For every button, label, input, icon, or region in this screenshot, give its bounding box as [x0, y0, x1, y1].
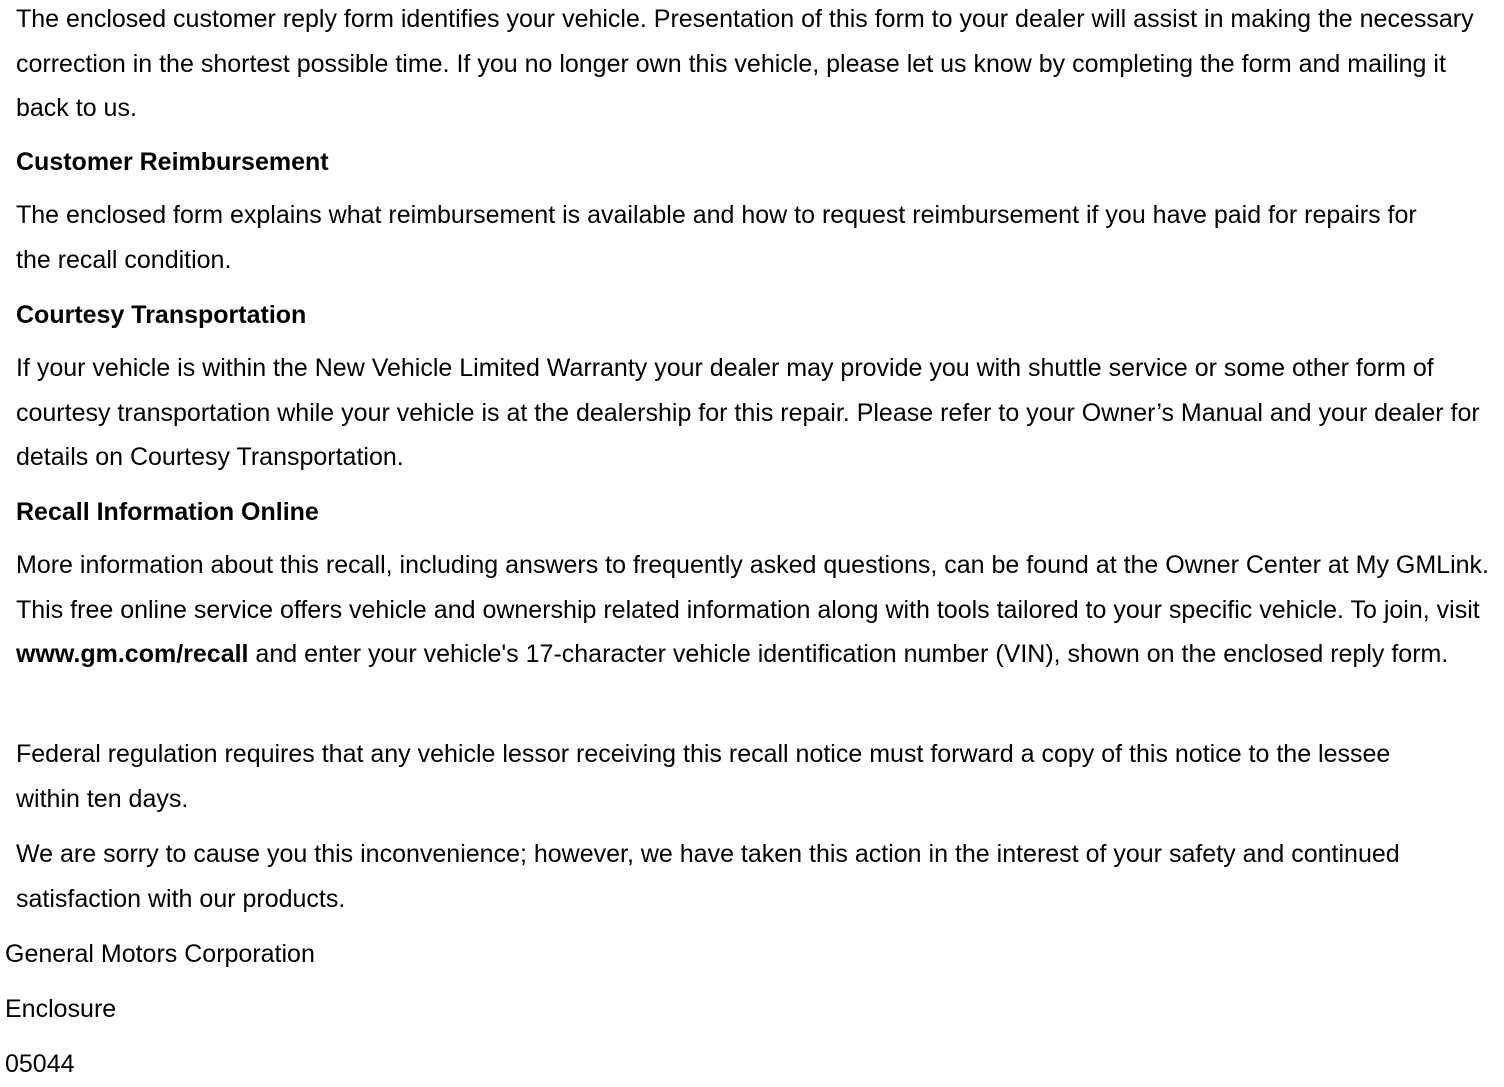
reimbursement-paragraph: The enclosed form explains what reimbursement is available and how to request reimbursement if you have paid for repairs for the recall condition.	[16, 201, 1417, 274]
recall-website-link[interactable]: www.gm.com/recall	[16, 640, 249, 668]
apology-paragraph: We are sorry to cause you this inconvenience; however, we have taken this action in the interest of your safety and continued satisfaction with our products.	[16, 840, 1400, 913]
heading-customer-reimbursement: Customer Reimbursement	[16, 148, 329, 176]
online-paragraph-text-end: and enter your vehicle's 17-character vehicle identification number (VIN), shown on the enclosed reply form.	[248, 640, 1449, 668]
heading-courtesy-transportation: Courtesy Transportation	[16, 301, 307, 329]
signature-company: General Motors Corporation	[5, 940, 315, 968]
federal-regulation-paragraph: Federal regulation requires that any vehicle lessor receiving this recall notice must forward a copy of this notice to the lessee within ten days.	[16, 740, 1391, 813]
heading-recall-information-online: Recall Information Online	[16, 498, 319, 526]
online-paragraph	[16, 543, 1491, 677]
online-paragraph-text-start: More information about this recall, including answers to frequently asked questions, can be found at the Owner Center at My GMLink. This free online service offers vehicle and ownership related information along with tools tailored to your specific vehicle. To join, visit	[16, 551, 1489, 624]
reply-form-paragraph: The enclosed customer reply form identifies your vehicle. Presentation of this form to your dealer will assist in making the necessary correction in the shortest possible time. If you no longer own this vehicle, please let us know by completing the form and mailing it back to us.	[16, 5, 1474, 122]
document-code: 05044	[5, 1050, 75, 1078]
enclosure-label: Enclosure	[5, 995, 117, 1023]
courtesy-paragraph: If your vehicle is within the New Vehicle Limited Warranty your dealer may provide you with shuttle service or some other form of courtesy transportation while your vehicle is at the dealership for this repair. Please refer to your Owner’s Manual and your dealer for details on Courtesy Transportation.	[16, 354, 1480, 471]
